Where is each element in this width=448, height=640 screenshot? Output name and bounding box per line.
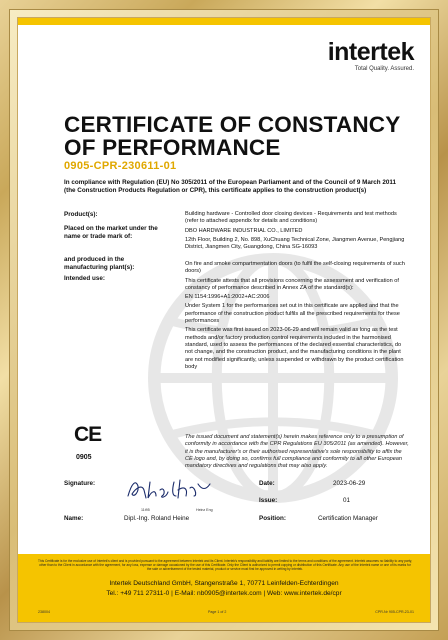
validity-text: This certificate was first issued on 2023-06-29 and will remain valid as long as the test methods and/or factory production control requirements included in the harmonised standard, used to assess the performances of the declared essential characteristics, do not change, and the construction product, and the manufacturing conditions in the plant are not modified significantly, unless suspended or withdrawn by the product certification body bbox=[185, 327, 404, 370]
intended-use-text: On fire and smoke compartmentation doors (to fulfil the self-closing requirements of such doors) bbox=[185, 261, 405, 275]
intended-use-label: Intended use: bbox=[64, 275, 105, 282]
logo-tagline: Total Quality. Assured. bbox=[354, 66, 414, 72]
logo-wordmark: intertek bbox=[327, 38, 414, 66]
name-label: Name: bbox=[64, 515, 84, 522]
standard-reference: EN 1154:1996+A1:2002+AC:2006 bbox=[185, 294, 270, 301]
plant-value: 12th Floor, Building 2, No. 898, XuChuang Technical Zone, Jiangmen Avenue, Pengjiang District, Jiangmen City, Guangdong, China SG-16093 bbox=[185, 237, 405, 251]
position-value: Certification Manager bbox=[318, 515, 378, 522]
system-text: Under System 1 for the performances set out in this certificate are applied and that the performance of the construction product fulfils all the prescribed requirements for these performances bbox=[185, 303, 400, 325]
intended-use-value bbox=[185, 261, 405, 373]
product-label: Product(s): bbox=[64, 211, 98, 218]
certificate-paper bbox=[17, 17, 431, 623]
issue-label: Issue: bbox=[259, 497, 278, 504]
name-value: Dipl.-Ing. Roland Heine bbox=[124, 515, 190, 522]
certificate-title bbox=[64, 113, 400, 159]
signature-small-name: Heinz Eng bbox=[196, 508, 213, 512]
date-value: 2023-06-29 bbox=[333, 480, 366, 487]
attestation-text: This certificate attests that all provisions concerning the assessment and verification of constancy of performance described in Annex ZA of the standard(s): bbox=[185, 277, 399, 291]
footer-fine-print: This Certificate is for the exclusive use of Intertek's client and is provided pursuant to the agreement between Intertek and its Client. Intertek's responsibility and liability are limited to the terms and conditions of the agreement. Intertek assumes no liability to any party, other than to the Client in accordance with the agreement, for any loss, expense or damage occasioned by the use of this Certificate. Only the Client is authorized to permit copying or distribution of this Certificate. Any use of the Intertek name or one of its marks for the sale or advertisement of the tested material, product or service must first be approved in writing by Intertek. bbox=[38, 559, 412, 571]
product-value: Building hardware - Controlled door closing devices - Requirements and test methods (refer to attached appendix for details and conditions) bbox=[185, 211, 397, 225]
top-yellow-stripe bbox=[18, 18, 430, 25]
issue-value: 01 bbox=[343, 497, 351, 504]
plant-label: and produced in the manufacturing plant(s): bbox=[64, 256, 135, 272]
footer-page-number: Page 1 of 2 bbox=[208, 610, 227, 614]
ce-mark: CE bbox=[74, 423, 102, 446]
footer-contact: Tel.: +49 711 27311-0 | E-Mail: nb0905@intertek.com | Web: www.intertek.de/cpr bbox=[106, 590, 342, 597]
signature-code: 11t95 bbox=[141, 508, 150, 512]
title-line-2: OF PERFORMANCE bbox=[64, 135, 281, 160]
intro-statement: In compliance with Regulation (EU) No 305/2011 of the European Parliament and of the Council of 9 March 2011 (the Construction Products Regulation or CPR), this certificate applies to the construction product(s) bbox=[64, 179, 397, 195]
certificate-number: 0905-CPR-230611-01 bbox=[64, 160, 177, 172]
manufacturer-value: DBO HARDWARE INDUSTRIAL CO., LIMITED bbox=[185, 228, 303, 234]
date-label: Date: bbox=[259, 480, 275, 487]
signature-label: Signature: bbox=[64, 480, 96, 487]
footer-right-code: CPR-Nr 905-CPR-23-01 bbox=[375, 610, 414, 614]
notified-body-number: 0905 bbox=[76, 454, 92, 461]
title-line-1: CERTIFICATE OF CONSTANCY bbox=[64, 112, 401, 137]
disclaimer-text: The issued document and statement(s) herein makes reference only to a presumption of conformity in accordance with the CPR Regulations EU 305/2011 (as amended). However, it is the manufacturer's or their authorised representative's sole responsibility to affix the CE logo and, by doing so, confirms full compliance and conformity to all other European mandatory directives and regulations that may also apply. bbox=[185, 434, 409, 470]
footer-address: Intertek Deutschland GmbH, Stangenstraße 1, 70771 Leinfelden-Echterdingen bbox=[109, 580, 339, 587]
footer-band bbox=[18, 554, 430, 623]
position-label: Position: bbox=[259, 515, 286, 522]
handwritten-signature bbox=[124, 476, 214, 504]
footer-left-code: 238004 bbox=[38, 610, 50, 614]
manufacturer-label: Placed on the market under the name or trade mark of: bbox=[64, 225, 158, 241]
intertek-logo bbox=[328, 40, 414, 72]
